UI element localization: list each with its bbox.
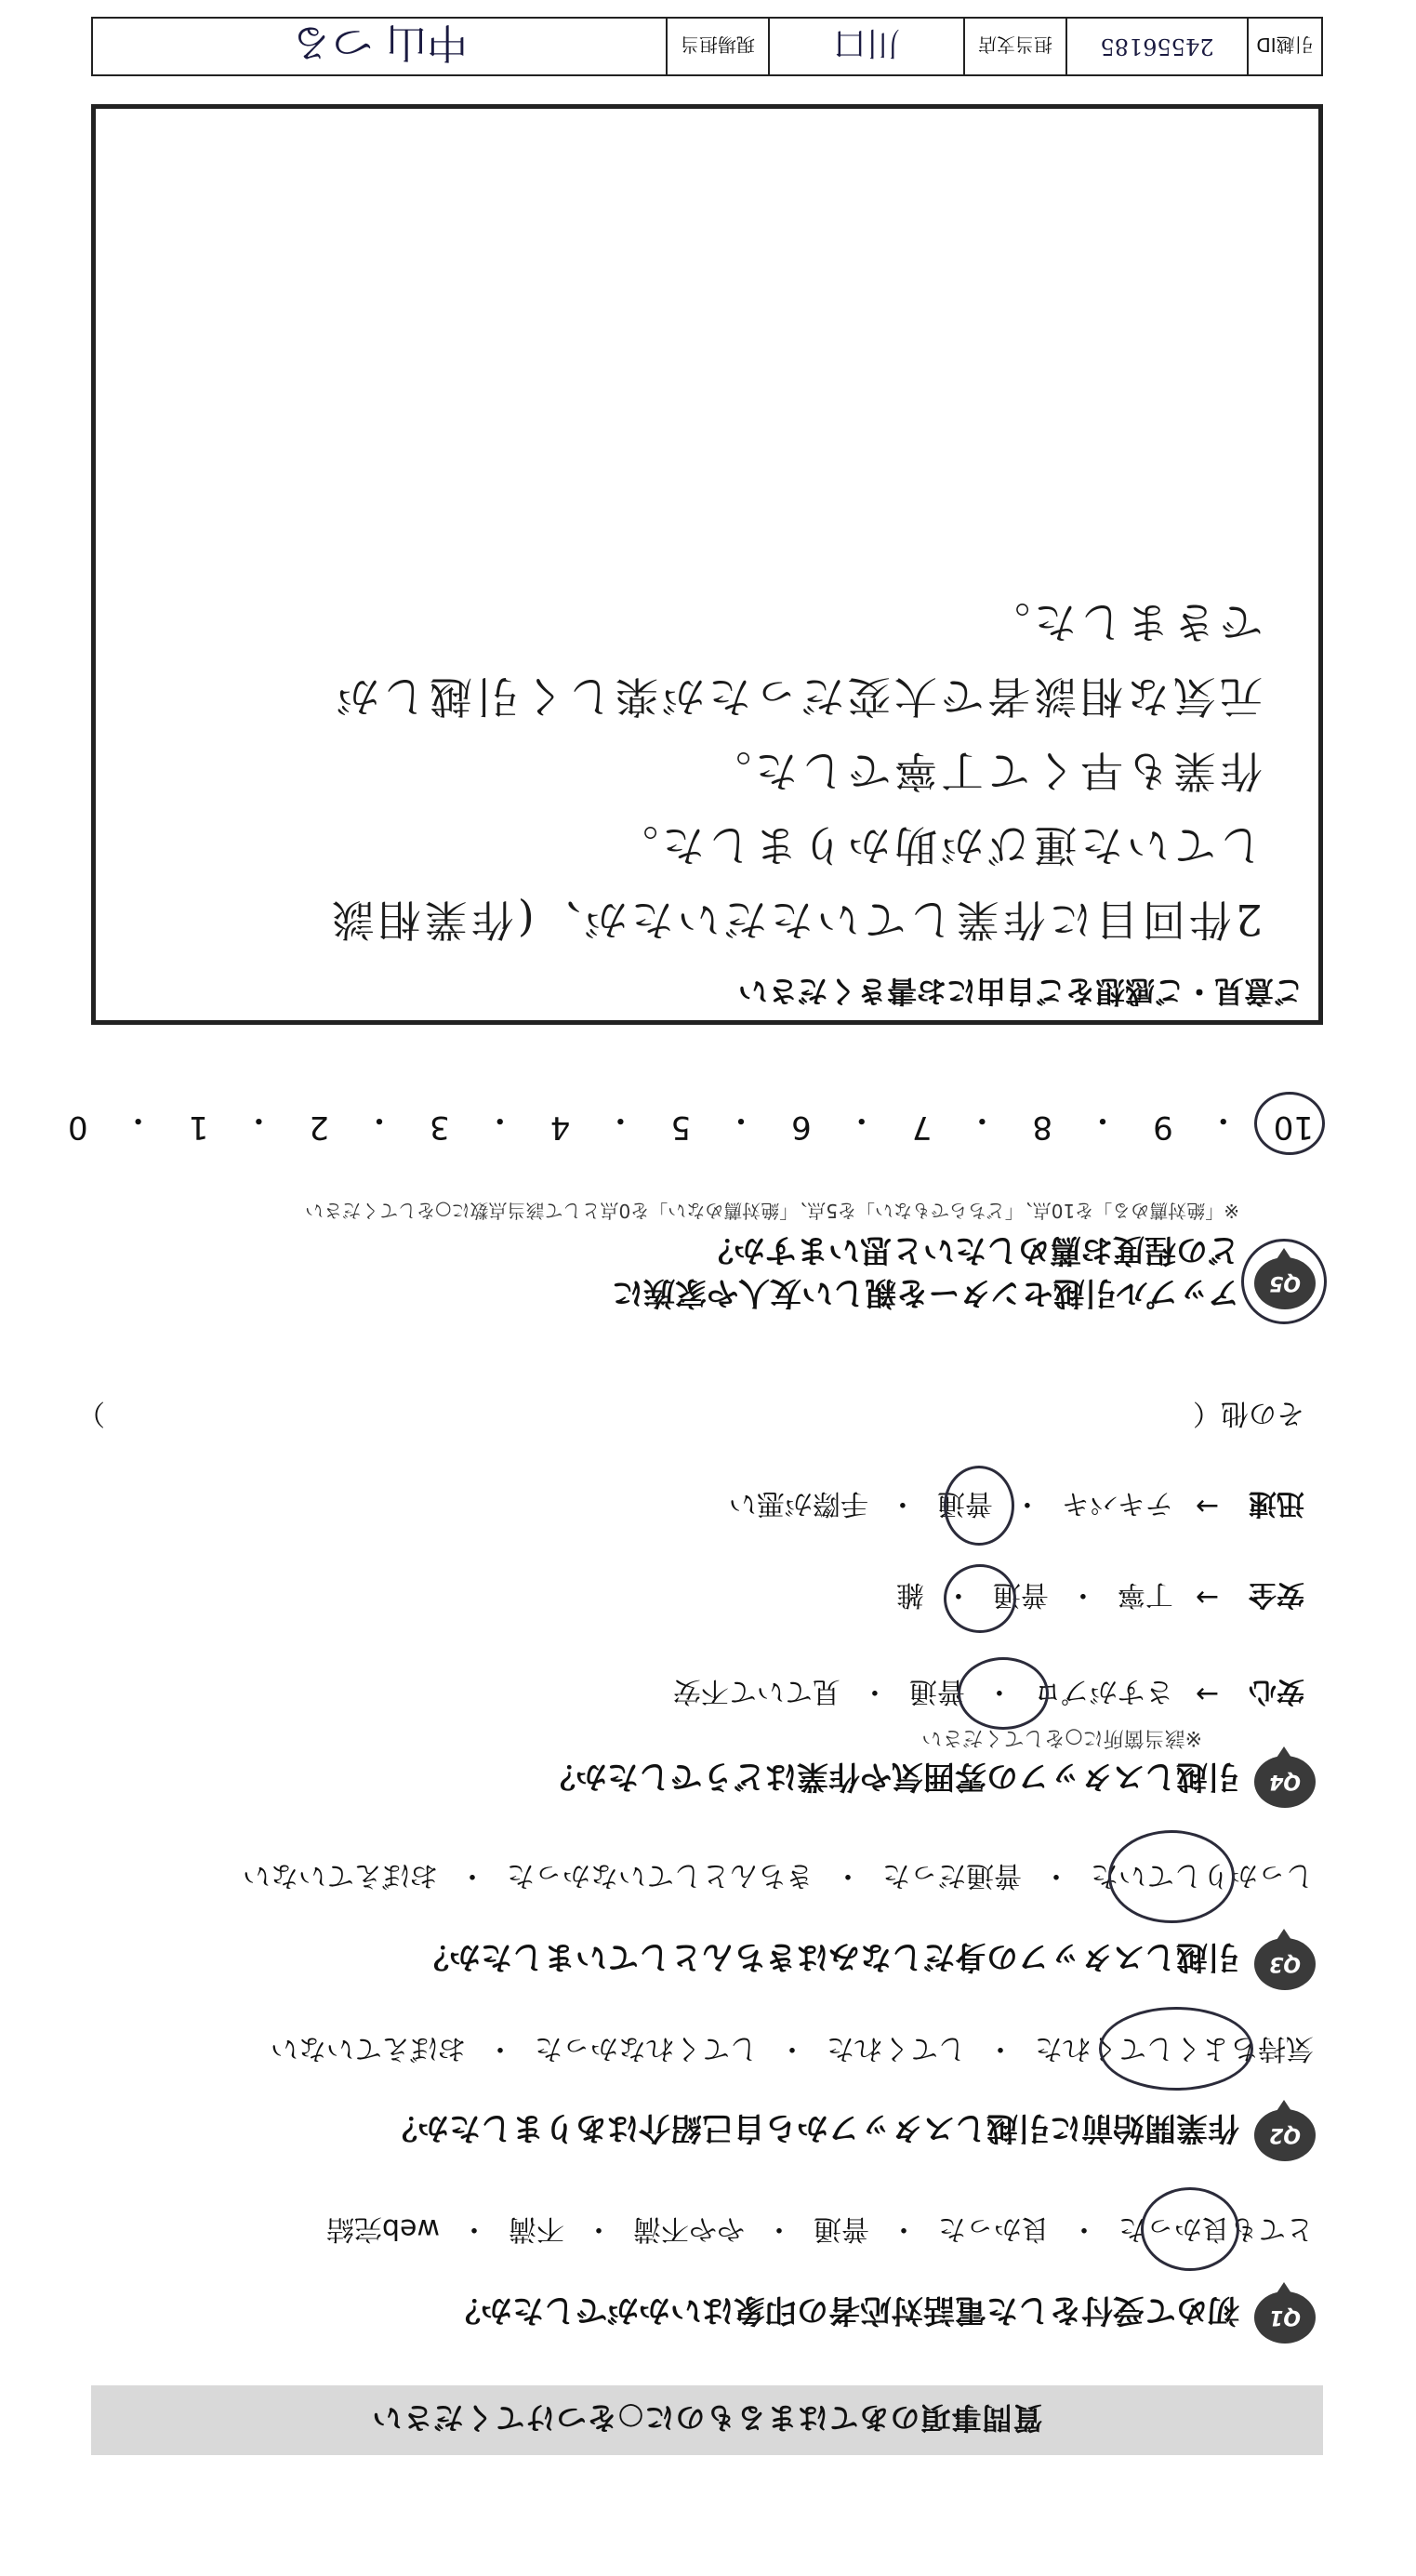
q5-score-3[interactable]: 3 [430,1109,450,1146]
q4-row1-option-3[interactable]: 見ていて不安 [672,1675,840,1707]
q3-option-2[interactable]: 普通だった [882,1859,1022,1892]
q3-question: 引越しスタッフの身だしなみはきちんとしていましたか？ [417,1938,1239,1975]
q2-option-4[interactable]: おぼえていない [271,2032,466,2065]
staff-label: 現場担当 [666,19,768,74]
q4-row-anshin: 安心 → さすがプロ ・ 普通 ・ 見ていて不安 [673,1674,1304,1715]
q4-row2-option-3[interactable]: 雑 [895,1578,924,1611]
q1-option-2[interactable]: 良かった [938,2212,1050,2245]
q4-row-label: 安全 [1249,1578,1304,1611]
q3-badge: Q3 [1254,1938,1316,1990]
q3-option-1[interactable]: しっかりしていた [1091,1859,1314,1892]
q5-score-5[interactable]: 5 [670,1109,692,1146]
q4-other-label: その他（ [1193,1397,1304,1429]
q4-row-anzen: 安全 → 丁寧 ・ 普通 ・ 雑 [896,1577,1304,1618]
q1-option-3[interactable]: 普通 [814,2212,869,2245]
q3-option-3[interactable]: きちんとしていなかった [507,1859,814,1892]
q5-score-1[interactable]: 1 [188,1109,209,1146]
q5-score-9[interactable]: 9 [1153,1109,1173,1146]
q4-row-label: 安心 [1249,1675,1304,1707]
q5-score-6[interactable]: 6 [791,1109,812,1146]
q1-option-5[interactable]: 不満 [509,2212,564,2245]
q5-question-line1: アップル引越センターを親しい友人や家族に [612,1274,1239,1311]
move-id-value: 24556185 [1065,19,1247,74]
q2-question: 作業開始前に引越しスタッフから自己紹介はありましたか？ [386,2109,1239,2146]
q4-question: 引越しスタッフの雰囲気や作業はどうでしたか？ [544,1758,1239,1795]
q4-row1-option-1[interactable]: さすがプロ [1033,1675,1173,1707]
q1-option-6[interactable]: web完結 [325,2212,440,2245]
q5-score-10[interactable]: 10 [1273,1109,1314,1146]
q2-option-1[interactable]: 気持ちよくしてくれた [1035,2032,1314,2065]
branch-value: 川口 [768,19,963,74]
q4-row-jinsoku: 迅速 → テキパキ ・ 普通 ・ 手際が悪い [729,1486,1304,1527]
q1-question: 初めて受付をした電話対応者の印象はいかがでしたか？ [449,2291,1239,2329]
comment-line-5: できました。 [984,597,1263,647]
staff-value: 中山 つる [291,19,468,66]
q4-row2-option-1[interactable]: 丁寧 [1117,1578,1173,1611]
comment-line-4: 元気な相談者で大変だったが楽しく引越しが [333,671,1263,722]
q4-row3-option-1[interactable]: テキパキ [1061,1487,1173,1520]
q2-badge: Q2 [1254,2109,1316,2161]
q1-option-4[interactable]: やや不満 [633,2212,745,2245]
q4-row3-option-3[interactable]: 手際が悪い [728,1487,868,1520]
q2-option-3[interactable]: してくれなかった [535,2032,758,2065]
branch-label: 担当支店 [963,19,1065,74]
comment-title: ご意見・ご感想をご自由にお書きください [737,974,1304,1009]
q4-row2-option-2[interactable]: 普通 [992,1578,1049,1611]
q5-score-7[interactable]: 7 [911,1109,933,1146]
q4-row1-option-2[interactable]: 普通 [908,1675,965,1707]
q5-badge: Q5 [1254,1257,1316,1309]
q5-note: ※「絶対薦める」を10点、「どちらでもない」を5点、「絶対薦めない」を0点として該当点数に○をしてください [305,1200,1239,1222]
q1-option-1[interactable]: とても良かった [1118,2212,1314,2245]
q5-score-2[interactable]: 2 [309,1109,329,1146]
comment-line-2: していた運びが助かりました。 [612,820,1263,870]
move-id-label: 引越ID [1247,19,1321,74]
comment-line-1: 2件回目に作業していただいたが、(作業相談 [327,895,1263,945]
admin-table [91,17,1323,76]
q3-option-4[interactable]: おぼえていない [243,1859,438,1892]
q1-badge: Q1 [1254,2291,1316,2344]
q4-row-label: 迅速 [1249,1487,1304,1520]
q4-other-close: ） [77,1397,105,1429]
instruction-banner: 質問事項のあてはまるものに○をつけてください [91,2385,1323,2455]
comment-box[interactable] [91,104,1323,1025]
q4-other-field[interactable] [152,1401,1137,1402]
q5-question-line2: どの程度お薦めしたいと思いますか？ [702,1231,1239,1268]
q5-score-4[interactable]: 4 [549,1109,571,1146]
q4-note: ※該当箇所に○をしてください [921,1726,1202,1749]
q1-options: とても良かった ・ 良かった ・ 普通 ・ やや不満 ・ 不満 ・ web完結 [326,2211,1314,2252]
q5-score-0[interactable]: 0 [68,1109,88,1146]
q2-options: 気持ちよくしてくれた ・ してくれた ・ してくれなかった ・ おぼえていない [271,2031,1314,2072]
q5-scale: 10 ・ 9 ・ 8 ・ 7 ・ 6 ・ 5 ・ 4 ・ 3 ・ 2 ・ 1 ・ 0 [68,1101,1314,1146]
q2-option-2[interactable]: してくれた [827,2032,966,2065]
comment-line-3: 作業も早くて丁寧でした。 [705,746,1263,796]
q4-row3-option-2[interactable]: 普通 [936,1487,993,1520]
q3-options: しっかりしていた ・ 普通だった ・ きちんとしていなかった ・ おぼえていない [243,1858,1314,1899]
q4-badge: Q4 [1254,1756,1316,1808]
q5-score-8[interactable]: 8 [1032,1109,1053,1146]
